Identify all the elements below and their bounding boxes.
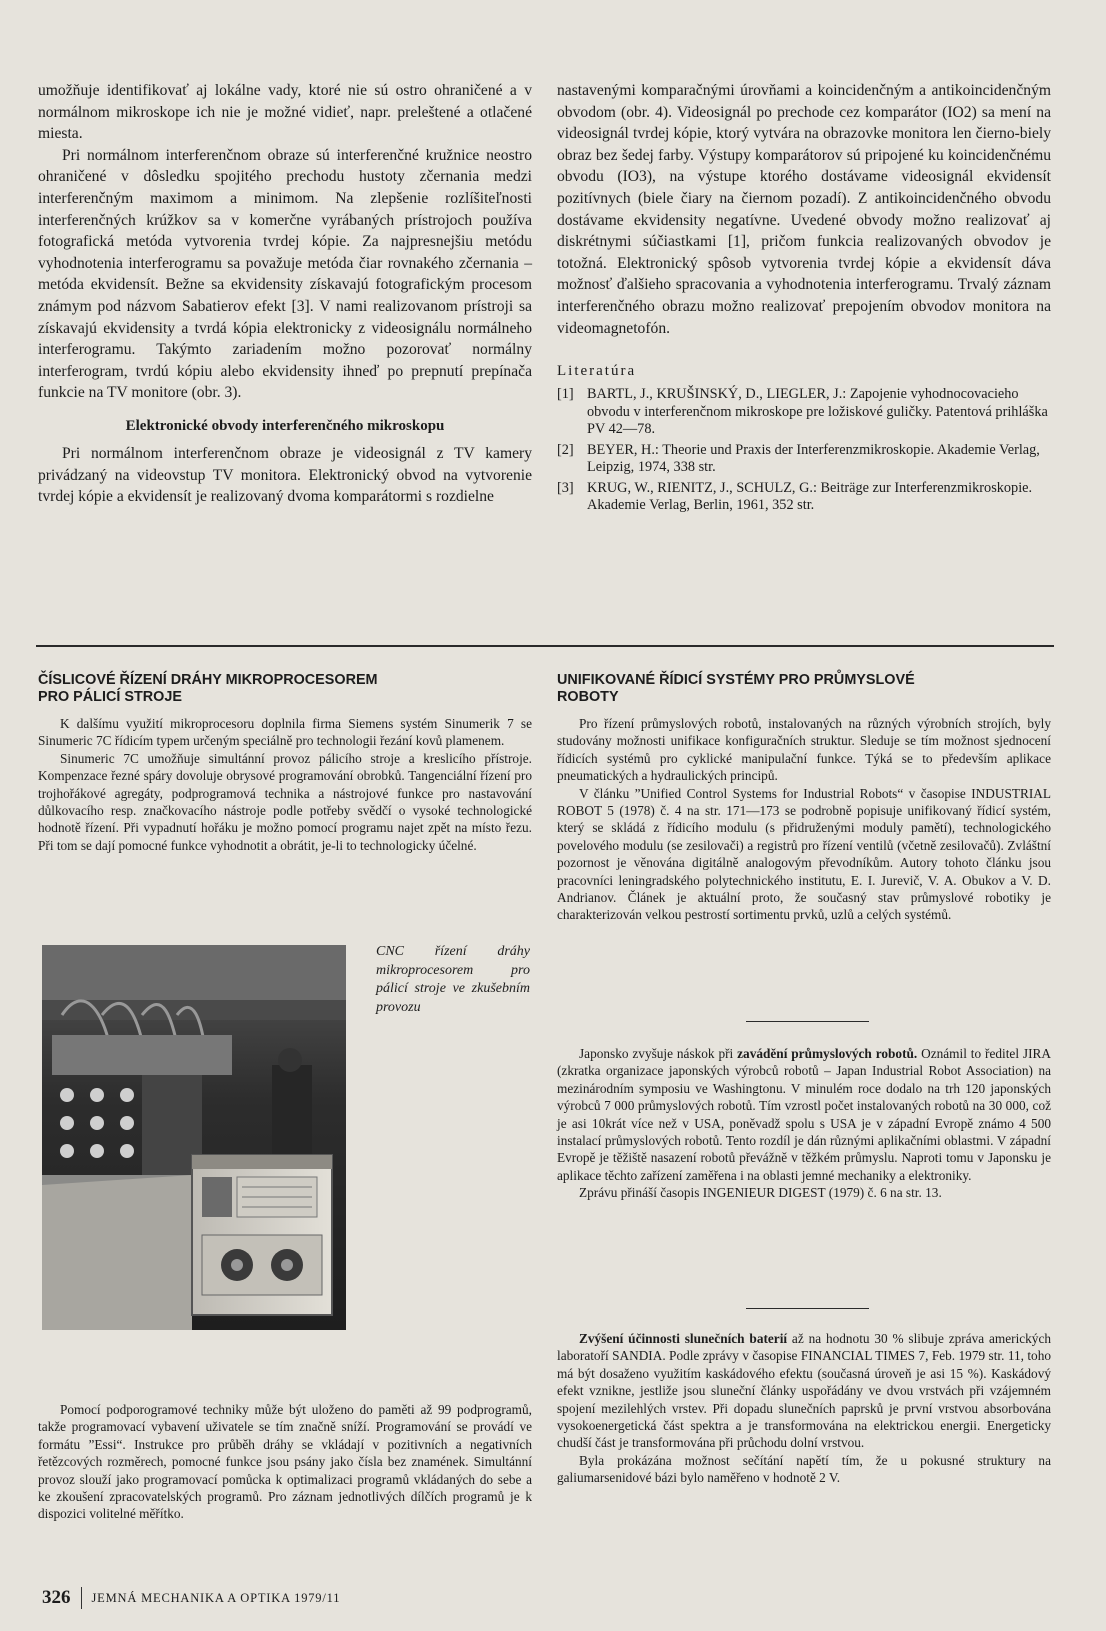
reference-item [557,386,1051,439]
reference-item [557,442,1051,477]
article-title [557,672,1051,705]
paragraph: umožňuje identifikovať aj lokálne vady, ktoré nie sú ostro ohraničené a v normálnom mikroskope ich nie je možné vidieť, napr. preleštené a otlačené miesta. [38,82,532,143]
reference-number: [1] [557,386,574,403]
bold-lead: Zvýšení účinnosti slunečních baterií [579,1331,788,1346]
paragraph: Pomocí podporogramové techniky může být uloženo do paměti až 99 podprogramů, takže programovací vybavení uživatele se tím značně sníží. Programování se provádí ve formátu ”Essi“. Instrukce pro průběh dráhy se vkládají v pozitivních a negativních řetězcových rozměrech, pomocné funkce jsou psány jako čísla bez znamének. Simultánní provoz slouží jako programovací pomůcka k optimalizaci programů vkládaných do sebe a ke zkoušení zpracovatelských programů. Pro záznam jednotlivých dílčích programů je k dispozici volitelné měřítko. [38,1402,532,1522]
reference-number: [3] [557,479,574,496]
reference-text: BEYER, H.: Theorie und Praxis der Interferenzmikroskopie. Akademie Verlag, Leipzig, 1974, 338 str. [587,441,1040,476]
paragraph [557,1045,1051,1184]
paragraph: Pro řízení průmyslových robotů, instalovaných na různých výrobních strojích, byly studovány možnosti unifikace konfiguračních struktur. Sleduje se tím možnost sjednocení řídicích systémů pro cyklické manipulační funkce. Týká se to především aplikace pneumatických a hydraulických principů. [557,716,1051,784]
paragraph: Pri normálnom interferenčnom obraze sú interferenčné kružnice neostro ohraničené v dôsledku spojitého prechodu hustoty zčernania medzi interferenčným maximom a minimom. Na zlepšenie rozlíšiteľnosti interferenčných krúžkov sa v komerčne vyrábaných prístrojoch používa fotografická metóda vytvorenia tvrdej kópie. Za najpresnejšiu metódu vyhodnotenia interferogramu sa považuje metóda čiar rovnakého zčernania – metóda ekvidensít. Bežne sa ekvidensity získavajú fotografickým procesom známym pod názvom Sabatierov efekt [3]. V nami realizovanom prístroji sa získavajú ekvidensity a tvrdá kópia elektronicky z videosignálu normálneho interferogramu. Takýmto zariadením možno pozorovať normálny interferogram, tvrdú kópiu alebo ekvidensity ihneď po prepnutí prepínača funkcie na TV monitore (obr. 3). [38,146,532,402]
top-left-column [38,80,532,508]
reference-item [557,480,1051,515]
paragraph: K dalšímu využití mikroprocesoru doplnila firma Siemens systém Sinumerik 7 se Sinumeric 7C řídicím typem určeným speciálně pro technologii řezání kovů plamenem. [38,716,532,749]
paragraph: Zprávu přináší časopis INGENIEUR DIGEST (1979) č. 6 na str. 13. [579,1185,942,1201]
short-divider [746,1308,869,1309]
paragraph: Sinumeric 7C umožňuje simultánní provoz pálicího stroje a kreslicího přístroje. Kompenzace řezné spáry dovoluje obrysové programování obrobků. Tangenciální řízení pro trojhořákové agregáty, podprogramová technika a nástrojové funkce pro nastavování důlkovacího resp. značkovacího nástroje podle potřeby svědčí o vysoké technologické hodnotě řízení. Při vypadnutí hořáku je možno pomocí programu najet zpět na místo řezu. Při tom se dají pomocné funkce vyhodnotit a obrátit, je-li to technologicky účelné. [38,750,532,853]
cnc-article [38,672,532,854]
top-right-column [557,80,1051,518]
journal-name: JEMNÁ MECHANIKA A OPTIKA 1979/11 [91,1590,341,1605]
literature-heading: Literatúra [557,363,637,380]
text-span: až na hodnotu 30 % slibuje zpráva amerických laboratoří SANDIA. Podle zprávy v časopise FINANCIAL TIMES 7, Feb. 1979 str. 11, toho má být dosaženo využitím kaskádového efektu (současná úroveň je asi 15 %). Kaskádový efekt vznikne, jestliže jsou sluneční články uspořádány ve dvou vrstvách při vzájemném spojení mezilehlých vrstev. Při dopadu slunečních paprsků je první vrstvou absorbována vysokoenergetická část spektra a je transformována na elektrickou energii. Energeticky chudší část je transformována při průchodu dolní vrstvou. [557,1331,1052,1451]
paragraph: Byla prokázána možnost sečítání napětí tím, že u pokusné struktury na galiumarsenidové bázi bylo naměřeno v hodnotě 2 V. [557,1452,1051,1486]
japan-article [557,1045,1051,1202]
solar-article [557,1330,1051,1487]
article-title [38,672,532,705]
page-footer [42,1585,340,1611]
paragraph: Pri normálnom interferenčnom obraze je videosignál z TV kamery privádzaný na videovstup TV monitora. Elektronický obvod na vytvorenie tvrdej kópie a ekvidensít je realizovaný dvoma komparátormi s rozdielne [38,444,532,506]
article-title-line: ČÍSLICOVÉ ŘÍZENÍ DRÁHY MIKROPROCESOREM [38,672,378,688]
robots-article [557,672,1051,924]
reference-text: BARTL, J., KRUŠINSKÝ, D., LIEGLER, J.: Zapojenie vyhodnocovacieho obvodu v interferenčnom mikroskope pre ložiskové guličky. Patentová prihláška PV 42—78. [587,386,1048,438]
short-divider [746,1021,869,1022]
cnc-article-continuation [38,1401,532,1523]
paragraph [557,1330,1051,1452]
cnc-machine-photo [42,945,346,1330]
section-divider [36,645,1054,647]
article-title-line: PRO PÁLICÍ STROJE [38,688,182,705]
reference-text: KRUG, W., RIENITZ, J., SCHULZ, G.: Beiträge zur Interferenzmikroskopie. Akademie Verlag, Berlin, 1961, 352 str. [587,479,1033,514]
article-title-line: UNIFIKOVANÉ ŘÍDICÍ SYSTÉMY PRO PRŮMYSLOVÉ [557,672,915,688]
paragraph: nastavenými komparačnými úrovňami a koincidenčným a antikoincidenčným obvodom (obr. 4). Videosignál po prechode cez komparátor (IO2) sa mení na videosignál tvrdej kópie, ktorý vytvára na obrazovke monitora len čierno-biely obraz bez šedej farby. Výstupy komparátorov sú pripojené ku koincidenčnému obvodu (IO3), na výstupe ktorého dostávame videosignál ekvidensít pozitívnych (biele čiary na čiernom pozadí). Z antikoincidenčného obvodu dostávame ekvidensity negatívne. Uvedené obvody možno realizovať aj diskrétnymi súčiastkami [1], pričom funkcia realizovaných obvodov je totožná. Elektronický spôsob vytvorenia tvrdej kópie a ekvidensít dáva možnosť ďalšieho spracovania a vyhodnotenia interferogramu. Trvalý záznam interferenčného obrazu možno realizovať prepojením obvodov monitora na videomagnetofón. [557,82,1051,337]
reference-number: [2] [557,441,574,458]
text-span: Japonsko zvyšuje náskok při [579,1046,738,1061]
article-title-line: ROBOTY [557,688,619,705]
text-span: Oznámil to ředitel JIRA (zkratka organizace japonských výrobců robotů – Japan Industrial Robot Association) na mezinárodním symposiu ve Washingtonu. V minulém roce dodalo na trh 120 japonských výrobců 7 000 průmyslových robotů. Tím vzrostl počet instalovaných robotů na 30 000, což je asi 10krát více než v USA, poněvadž spolu s USA je v západní Evropě známo 4 500 instalací průmyslových robotů. Tento rozdíl je dán různými aplikačními oblastmi. V západní Evropě je těžiště nasazení robotů převážně v těžkém průmyslu. Naproti tomu v Japonsku je aplikace těchto zařízení zaměřena i na oblasti jemné mechaniky a elektroniky. [557,1046,1051,1183]
section-heading: Elektronické obvody interferenčného mikroskopu [125,417,445,434]
photo-caption: CNC řízení dráhy mikroprocesorem pro pálicí stroje ve zkušebním provozu [376,944,530,1015]
bold-lead: zavádění průmyslových robotů. [737,1046,918,1061]
page-number: 326 [42,1587,71,1608]
footer-separator [81,1587,82,1609]
paragraph: V článku ”Unified Control Systems for Industrial Robots“ v časopise INDUSTRIAL ROBOT 5 (1978) č. 4 na str. 171—173 se podrobně popisuje unifikovaný řídicí systém, který se skládá z řídicího modulu (s přidruženými moduly pamětí), technologického povelového modulu (se zesilovači) a registrů pro řízení ventilů (včetně zesilovačů). Zvláštní pozornost je věnována digitálně analogovým převodníkům. Autory tohoto článku jsou pracovníci leningradského polytechnického institutu, E. I. Jurevič, V. A. Obukov a V. D. Andrianov. Článek je aktuální proto, že současný stav průmyslové robotiky je charakterizován velkou pestrostí sortimentu prvků, uzlů a celých systémů. [557,785,1051,923]
